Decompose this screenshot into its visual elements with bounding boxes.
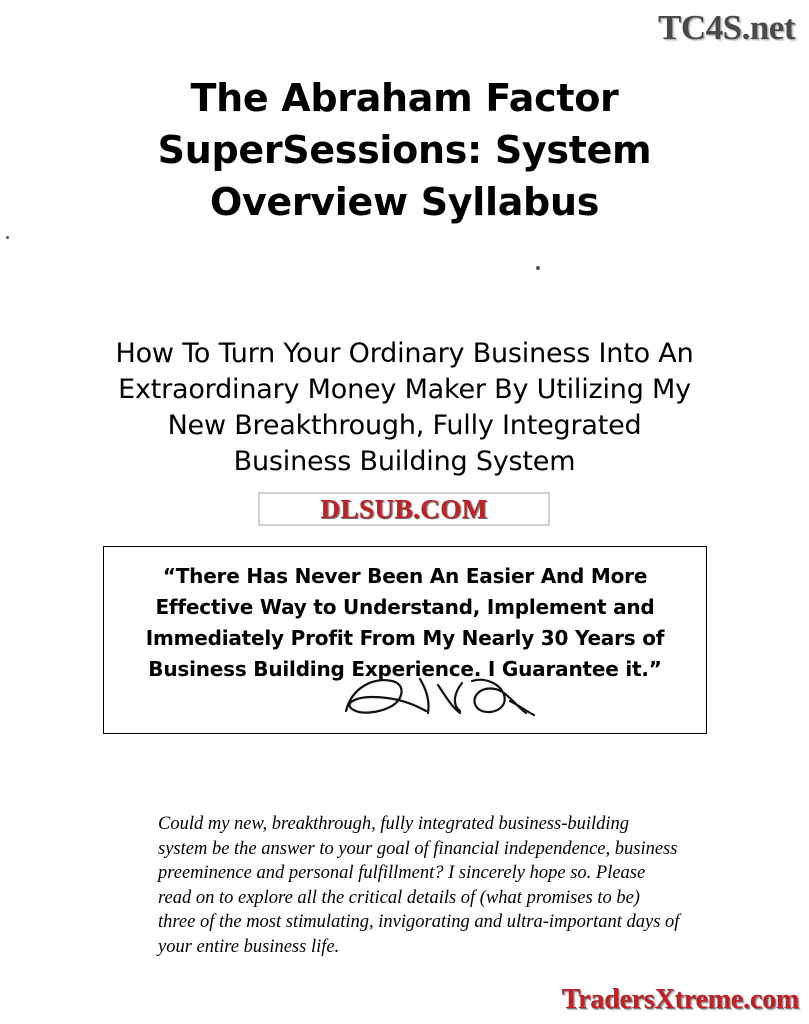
quote-line-3: Immediately Profit From My Nearly 30 Years of <box>145 626 665 650</box>
quote-line-2: Effective Way to Understand, Implement and <box>155 595 655 619</box>
lead-line-1: Could my new, breakthrough, fully integrated business-building <box>158 814 630 834</box>
signature-icon <box>334 667 554 727</box>
quote-line-1: “There Has Never Been An Easier And More <box>162 564 648 588</box>
scan-speck <box>536 266 540 270</box>
title-line-1: The Abraham Factor <box>190 76 619 120</box>
lead-paragraph <box>158 812 712 959</box>
lead-line-4: read on to explore all the critical details of (what promises to be) <box>158 887 640 908</box>
subtitle-line-3: New Breakthrough, Fully Integrated <box>167 410 642 441</box>
dlsub-stamp-text: DLSUB.COM <box>320 493 488 524</box>
lead-line-2: system be the answer to your goal of financial independence, business <box>158 838 678 859</box>
lead-line-5: three of the most stimulating, invigorating and ultra-important days of <box>158 912 680 932</box>
dlsub-stamp <box>258 492 550 526</box>
page-title <box>0 72 809 228</box>
subtitle-line-4: Business Building System <box>233 446 576 477</box>
watermark-bottom-right: TradersXtreme.com <box>561 984 799 1015</box>
subtitle-line-2: Extraordinary Money Maker By Utilizing My <box>118 374 691 405</box>
title-line-3: Overview Syllabus <box>209 180 600 224</box>
page-subtitle <box>0 336 809 480</box>
quote-line-4: Business Building Experience. I Guarantee it.” <box>148 657 662 681</box>
title-line-2: SuperSessions: System <box>157 128 652 172</box>
lead-line-6: your entire business life. <box>158 936 340 957</box>
scan-speck <box>6 236 9 239</box>
subtitle-line-1: How To Turn Your Ordinary Business Into An <box>115 338 694 369</box>
quote-box <box>103 546 707 734</box>
watermark-top-right: TC4S.net <box>658 8 795 47</box>
lead-line-3: preeminence and personal fulfillment? I sincerely hope so. Please <box>158 863 646 883</box>
